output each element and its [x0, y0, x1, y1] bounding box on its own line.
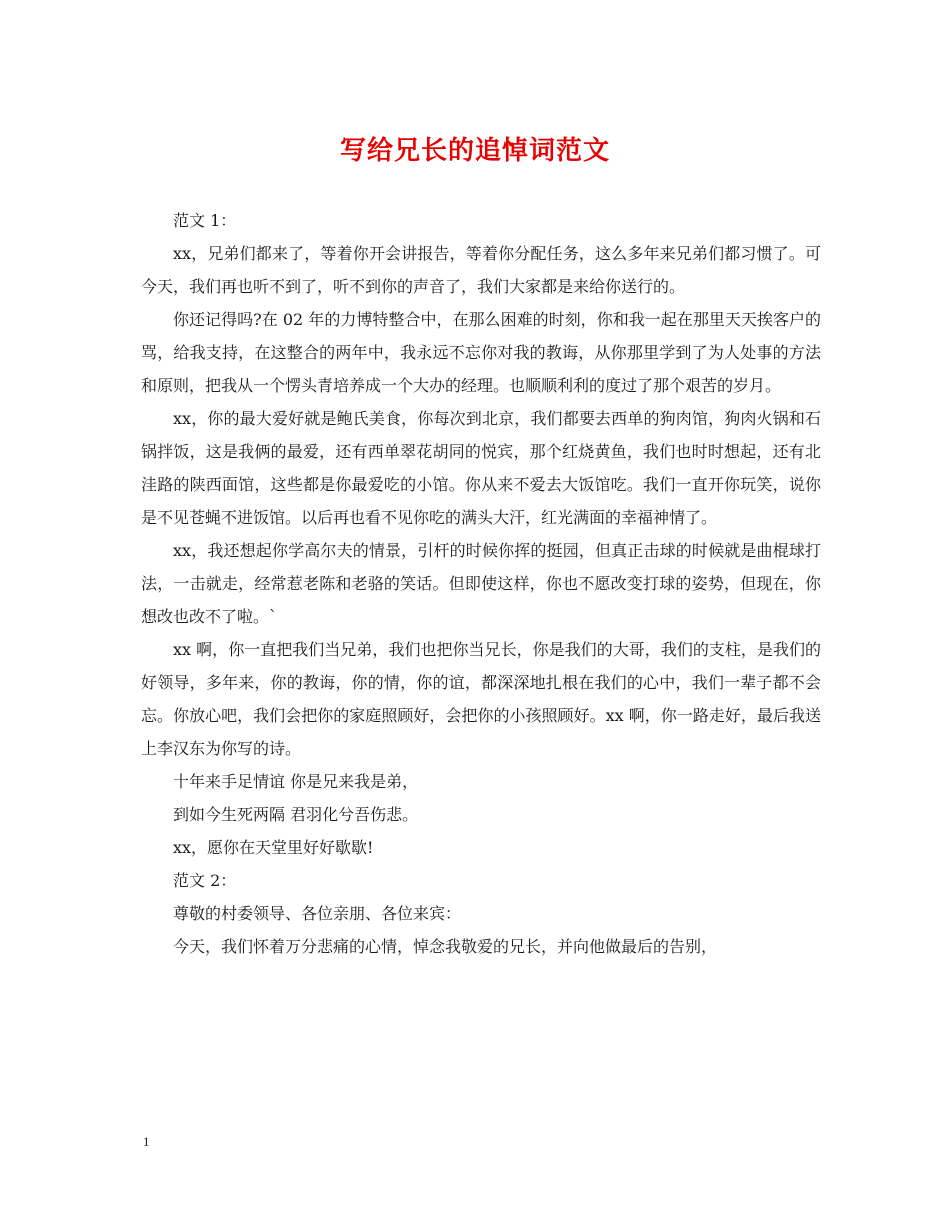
paragraph: xx，兄弟们都来了，等着你开会讲报告，等着你分配任务，这么多年来兄弟们都习惯了。可今天，我们再也听不到了，听不到你的声音了，我们大家都是来给你送行的。	[141, 244, 821, 296]
paragraph: 今天，我们怀着万分悲痛的心情，悼念我敬爱的兄长，并向他做最后的告别，	[173, 937, 718, 956]
paragraph: 尊敬的村委领导、各位亲朋、各位来宾：	[173, 904, 462, 923]
paragraph: 范文 2：	[173, 871, 237, 890]
document-body	[141, 204, 821, 963]
paragraph: 你还记得吗?在 02 年的力博特整合中，在那么困难的时刻，你和我一起在那里天天挨客户的骂，给我支持，在这整合的两年中，我永远不忘你对我的教诲，从你那里学到了为人处事的方法和原则，把我从一个愣头青培养成一个大办的经理。也顺顺利利的度过了那个艰苦的岁月。	[141, 310, 821, 395]
paragraph: xx，你的最大爱好就是鲍氏美食，你每次到北京，我们都要去西单的狗肉馆，狗肉火锅和石锅拌饭，这是我俩的最爱，还有西单翠花胡同的悦宾，那个红烧黄鱼，我们也时时想起，还有北洼路的陕西面馆，这些都是你最爱吃的小馆。你从来不爱去大饭馆吃。我们一直开你玩笑，说你是不见苍蝇不进饭馆。以后再也看不见你吃的满头大汗，红光满面的幸福神情了。	[141, 409, 821, 527]
paragraph: xx 啊，你一直把我们当兄弟，我们也把你当兄长，你是我们的大哥，我们的支柱，是我们的好领导，多年来，你的教诲，你的情，你的谊，都深深地扎根在我们的心中，我们一辈子都不会忘。你放心吧，我们会把你的家庭照顾好，会把你的小孩照顾好。xx 啊，你一路走好，最后我送上李汉东为你写的诗。	[141, 640, 821, 758]
page-number: 1	[143, 1134, 150, 1149]
poem-line: 十年来手足情谊 你是兄来我是弟，	[173, 772, 419, 791]
paragraph: 范文 1：	[173, 211, 237, 230]
poem-line: 到如今生死两隔 君羽化兮吾伤悲。	[173, 805, 419, 824]
document-title: 写给兄长的追悼词范文	[339, 136, 610, 166]
paragraph: xx，我还想起你学高尔夫的情景，引杆的时候你挥的挺园，但真正击球的时候就是曲棍球打法，一击就走，经常惹老陈和老骆的笑话。但即使这样，你也不愿改变打球的姿势，但现在，你想改也改不了啦。`	[141, 541, 821, 626]
paragraph: xx，愿你在天堂里好好歇歇!	[173, 838, 374, 857]
